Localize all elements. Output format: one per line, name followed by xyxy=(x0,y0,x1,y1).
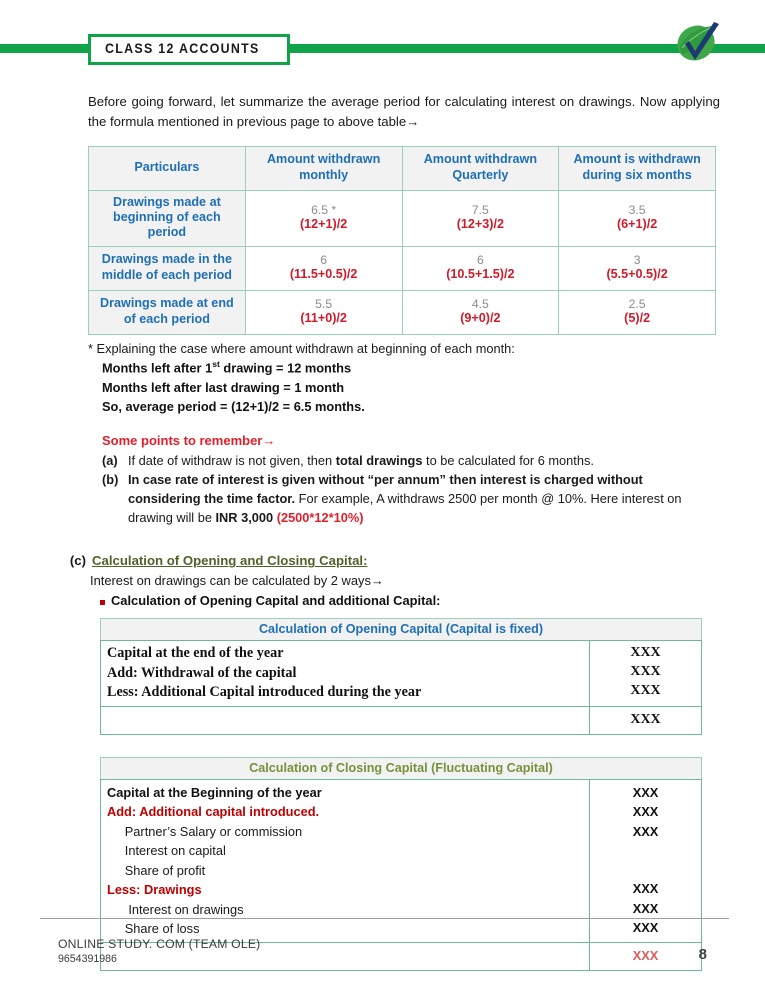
section-c-marker: (c) xyxy=(69,553,86,569)
col-header-six-months: Amount is withdrawn during six months xyxy=(559,146,716,190)
value-text: 6.5 * xyxy=(311,203,337,218)
closing-row-label-7: Share of loss xyxy=(107,920,200,936)
opening-capital-title-row xyxy=(100,618,702,640)
explanation-line-1-post: drawing = 12 months xyxy=(219,360,352,376)
closing-row-label-0: Capital at the Beginning of the year xyxy=(107,784,322,800)
opening-capital-total-amount-cell xyxy=(590,707,702,735)
value-text: 6 xyxy=(476,253,484,268)
value-text: 4.5 xyxy=(471,297,489,312)
formula-text: (5.5+0.5)/2 xyxy=(606,267,668,282)
closing-row-label-1: Add: Additional capital introduced. xyxy=(107,804,320,820)
opening-row-label-2: Less: Additional Capital introduced during the year xyxy=(107,683,422,700)
closing-row-label-2: Partner’s Salary or commission xyxy=(107,823,303,839)
page-number: 8 xyxy=(698,946,707,963)
closing-row-label-6: Interest on drawings xyxy=(107,901,244,917)
footer-divider xyxy=(40,918,729,919)
explanation-line-1-pre: Months left after 1 xyxy=(102,360,213,376)
point-marker-a: (a) xyxy=(102,452,118,468)
closing-row-amount-1: XXX xyxy=(632,804,659,820)
average-period-table-head xyxy=(89,146,716,190)
opening-row-label-0: Capital at the end of the year xyxy=(107,645,284,662)
table-row xyxy=(89,290,716,334)
square-bullet-icon xyxy=(100,600,105,605)
closing-row-amount-5: XXX xyxy=(632,881,659,897)
closing-capital-total-amount: XXX xyxy=(632,948,659,964)
opening-capital-total-label xyxy=(101,707,590,735)
footer-phone-number: 9654391986 xyxy=(58,953,117,966)
section-c-bullet-line xyxy=(88,593,717,608)
formula-text: (11+0)/2 xyxy=(300,311,347,326)
opening-row-label-1: Add: Withdrawal of the capital xyxy=(107,664,297,681)
class-tag-box xyxy=(88,34,290,65)
class-tag-label: CLASS 12 ACCOUNTS xyxy=(105,41,260,56)
formula-text: (9+0)/2 xyxy=(460,311,501,326)
cell-beginning-monthly xyxy=(245,190,402,246)
opening-capital-title: Calculation of Opening Capital (Capital is fixed) xyxy=(258,622,544,637)
opening-row-amount-0: XXX xyxy=(630,645,661,661)
closing-row-label-5: Less: Drawings xyxy=(107,882,202,898)
cell-middle-sixmonths xyxy=(559,246,716,290)
point-marker-b: (b) xyxy=(102,472,119,488)
page-content xyxy=(0,92,765,971)
formula-text: (5)/2 xyxy=(624,311,651,326)
section-c-title: Calculation of Opening and Closing Capital: xyxy=(92,553,368,569)
table-row-total xyxy=(101,707,702,735)
point-body-b xyxy=(128,471,717,527)
closing-row-amount-2: XXX xyxy=(632,823,659,839)
row-label-end: Drawings made at end of each period xyxy=(89,290,246,334)
closing-row-label-3: Interest on capital xyxy=(107,843,226,859)
opening-capital-table-body xyxy=(101,641,702,734)
value-text: 5.5 xyxy=(315,297,333,312)
formula-text: (6+1)/2 xyxy=(616,217,658,232)
closing-capital-title-row xyxy=(100,757,702,779)
section-c-heading xyxy=(64,553,717,568)
value-text: 2.5 xyxy=(628,297,646,312)
opening-capital-labels-cell xyxy=(101,641,590,707)
closing-capital-title: Calculation of Closing Capital (Fluctuating Capital) xyxy=(249,760,553,775)
section-c-bullet-label: Calculation of Opening Capital and additional Capital: xyxy=(111,593,441,609)
formula-text: (10.5+1.5)/2 xyxy=(446,267,515,282)
point-b-red-formula: (2500*12*10%) xyxy=(276,509,364,525)
page-header xyxy=(0,0,765,80)
point-a-part2: to be calculated for 6 months. xyxy=(422,452,594,468)
list-item xyxy=(102,452,717,471)
average-period-table-body xyxy=(89,190,716,334)
section-c-subtitle: Interest on drawings can be calculated by 2 ways→ xyxy=(90,573,384,589)
cell-end-quarterly xyxy=(402,290,559,334)
closing-row-amount-7: XXX xyxy=(632,920,659,936)
closing-row-label-4: Share of profit xyxy=(107,862,206,878)
formula-text: (11.5+0.5)/2 xyxy=(289,267,358,282)
value-text: 7.5 xyxy=(471,203,489,218)
col-header-particulars: Particulars xyxy=(89,146,246,190)
row-label-middle: Drawings made in the middle of each period xyxy=(89,246,246,290)
col-header-quarterly: Amount withdrawn Quarterly xyxy=(402,146,559,190)
value-text: 3 xyxy=(633,253,641,268)
explanation-lead: * Explaining the case where amount withdrawn at beginning of each month: xyxy=(88,340,515,356)
list-item xyxy=(102,471,717,527)
closing-row-amount-3 xyxy=(596,841,695,860)
cell-middle-monthly xyxy=(245,246,402,290)
cell-end-monthly xyxy=(245,290,402,334)
footer-site-name: ONLINE STUDY. COM (TEAM OLE) xyxy=(58,937,261,951)
point-b-bold1: In case rate of interest is given without “per annum” then interest is charged without considering the time factor. xyxy=(128,472,643,507)
table-row xyxy=(101,641,702,707)
point-body-a xyxy=(128,452,717,471)
table-row xyxy=(89,190,716,246)
average-period-table xyxy=(88,146,716,335)
point-a-bold1: total drawings xyxy=(335,452,423,468)
leaf-check-logo-icon xyxy=(669,22,727,68)
ordinal-suffix: st xyxy=(212,359,220,370)
value-text: 6 xyxy=(320,253,328,268)
explanation-line-3: So, average period = (12+1)/2 = 6.5 months. xyxy=(102,399,365,415)
explanation-line-2: Months left after last drawing = 1 month xyxy=(102,379,345,395)
opening-capital-total-amount: XXX xyxy=(630,712,661,727)
col-header-monthly: Amount withdrawn monthly xyxy=(245,146,402,190)
closing-row-amount-0: XXX xyxy=(632,784,659,800)
cell-end-sixmonths xyxy=(559,290,716,334)
opening-row-amount-2: XXX xyxy=(630,683,661,699)
points-to-remember-title: Some points to remember→ xyxy=(102,432,276,448)
point-b-bold2: INR 3,000 xyxy=(215,509,277,525)
opening-capital-table xyxy=(100,640,702,734)
opening-row-amount-1: XXX xyxy=(630,664,661,680)
page-footer xyxy=(0,918,765,990)
points-to-remember-list xyxy=(88,452,717,528)
formula-text: (12+3)/2 xyxy=(456,217,504,232)
point-a-part1: If date of withdraw is not given, then xyxy=(128,452,336,468)
table-row xyxy=(89,246,716,290)
point-b-part2: For example, A withdraws 2500 per month @ 10%. Here interest on drawing will be xyxy=(128,491,682,525)
cell-beginning-quarterly xyxy=(402,190,559,246)
row-label-beginning: Drawings made at beginning of each period xyxy=(89,190,246,246)
closing-row-amount-6: XXX xyxy=(632,900,659,916)
opening-capital-table-wrap xyxy=(100,618,702,734)
value-text: 3.5 xyxy=(628,203,646,218)
closing-row-amount-4 xyxy=(596,860,695,879)
cell-beginning-sixmonths xyxy=(559,190,716,246)
cell-middle-quarterly xyxy=(402,246,559,290)
explanation-line-1 xyxy=(88,358,717,378)
formula-text: (12+1)/2 xyxy=(299,217,348,232)
intro-paragraph: Before going forward, let summarize the average period for calculating interest on drawings. Now applying the formula mentioned in previous page to above table→ xyxy=(88,94,720,129)
opening-capital-amounts-cell xyxy=(590,641,702,707)
footer-brand-block xyxy=(58,936,260,967)
explanation-block xyxy=(88,340,717,417)
table-header-row xyxy=(89,146,716,190)
